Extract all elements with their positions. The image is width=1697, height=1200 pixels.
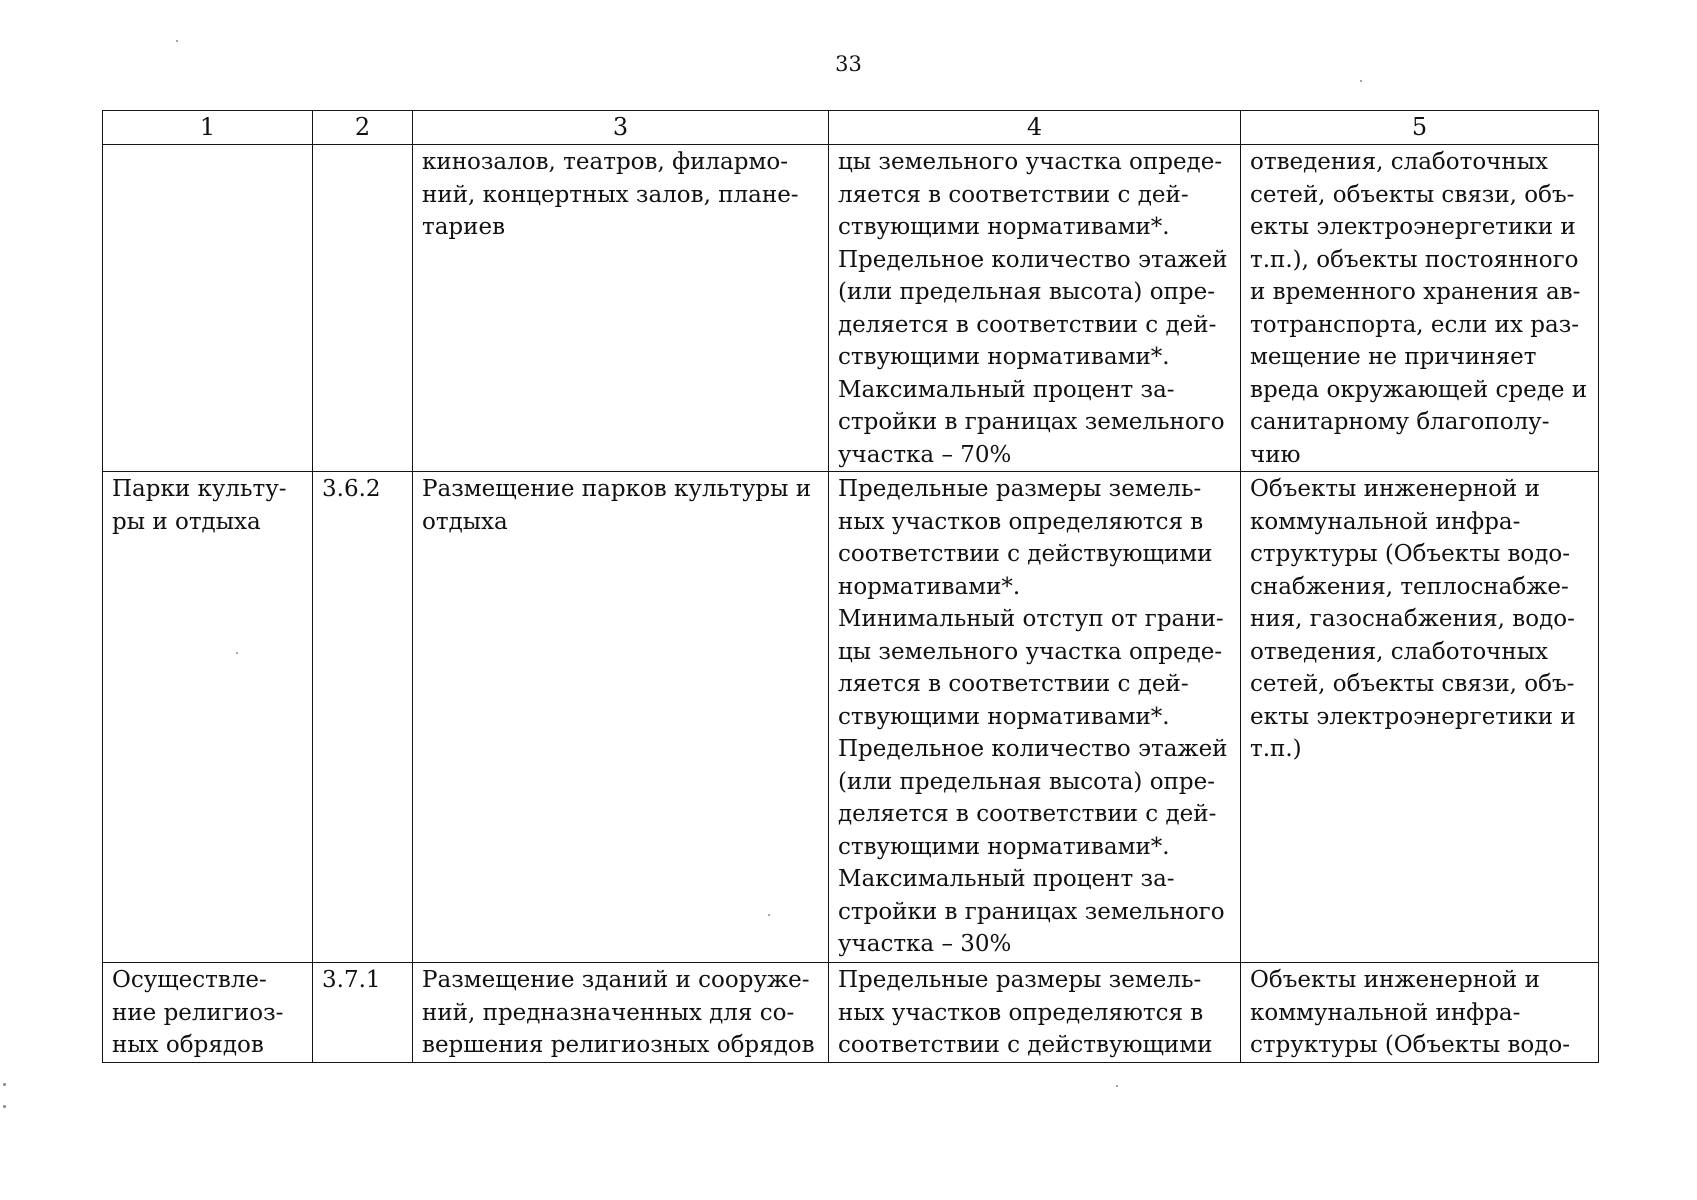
auxiliary-uses-cell: Объекты инженерной и коммунальной инфра- структуры (Объекты водо- снабжения, теплоснабже- ния, газоснабжения, водо- отведения, слаботочных сетей, объекты связи, объ- екты электроэнергетики и т.п.) — [1241, 472, 1599, 963]
use-code-cell: 3.7.1 — [313, 963, 413, 1063]
use-description-cell: Размещение парков культуры и отдыха — [413, 472, 829, 963]
parameters-cell: цы земельного участка опреде- ляется в соответствии с дей- ствующими нормативами*. Предельное количество этажей (или предельная высота) опре- деляется в соответствии с дей- ствующими нормативами*. Максимальный процент за- стройки в границах земельного участка – 70% — [829, 145, 1241, 472]
use-code-cell — [313, 145, 413, 472]
use-description-cell: кинозалов, театров, филармо- ний, концертных залов, плане- тариев — [413, 145, 829, 472]
use-description-cell: Размещение зданий и сооруже- ний, предназначенных для со- вершения религиозных обрядов — [413, 963, 829, 1063]
column-header-3: 3 — [413, 111, 829, 145]
scan-speck — [1116, 1085, 1118, 1087]
scan-speck — [3, 1105, 6, 1108]
scan-speck — [176, 40, 178, 42]
column-header-1: 1 — [103, 111, 313, 145]
scan-speck — [236, 652, 238, 654]
scan-speck — [768, 914, 770, 916]
auxiliary-uses-cell: отведения, слаботочных сетей, объекты связи, объ- екты электроэнергетики и т.п.), объекты постоянного и временного хранения ав- тотранспорта, если их раз- мещение не причиняет вреда окружающей среде и санитарному благополу- чию — [1241, 145, 1599, 472]
table-row — [103, 472, 1599, 963]
use-name-cell: Парки культу- ры и отдыха — [103, 472, 313, 963]
scan-speck — [1360, 80, 1362, 82]
column-header-2: 2 — [313, 111, 413, 145]
parameters-cell: Предельные размеры земель- ных участков определяются в соответствии с действующими — [829, 963, 1241, 1063]
parameters-cell: Предельные размеры земель- ных участков определяются в соответствии с действующими нормативами*. Минимальный отступ от грани- цы земельного участка опреде- ляется в соответствии с дей- ствующими нормативами*. Предельное количество этажей (или предельная высота) опре- деляется в соответствии с дей- ствующими нормативами*. Максимальный процент за- стройки в границах земельного участка – 30% — [829, 472, 1241, 963]
auxiliary-uses-cell: Объекты инженерной и коммунальной инфра- структуры (Объекты водо- — [1241, 963, 1599, 1063]
land-use-table — [102, 110, 1599, 1063]
use-code-cell: 3.6.2 — [313, 472, 413, 963]
table-row — [103, 963, 1599, 1063]
column-header-5: 5 — [1241, 111, 1599, 145]
page-number: 33 — [835, 52, 862, 76]
table-header-row — [103, 111, 1599, 145]
use-name-cell: Осуществле- ние религиоз- ных обрядов — [103, 963, 313, 1063]
scan-speck — [3, 1083, 6, 1086]
column-header-4: 4 — [829, 111, 1241, 145]
use-name-cell — [103, 145, 313, 472]
table-row — [103, 145, 1599, 472]
